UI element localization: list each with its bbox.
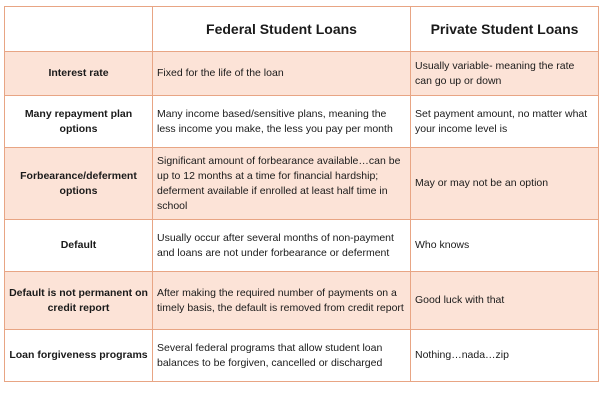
federal-cell: Several federal programs that allow student loan balances to be forgiven, cancelled or discharged xyxy=(153,330,411,382)
header-private: Private Student Loans xyxy=(411,7,599,52)
table-row xyxy=(5,52,599,96)
federal-cell: Fixed for the life of the loan xyxy=(153,52,411,96)
row-label: Interest rate xyxy=(5,52,153,96)
table-row xyxy=(5,148,599,220)
header-federal: Federal Student Loans xyxy=(153,7,411,52)
private-cell: Set payment amount, no matter what your income level is xyxy=(411,96,599,148)
table-row xyxy=(5,272,599,330)
federal-cell: Many income based/sensitive plans, meaning the less income you make, the less you pay per month xyxy=(153,96,411,148)
row-label: Many repayment plan options xyxy=(5,96,153,148)
table-row xyxy=(5,330,599,382)
private-cell: Nothing…nada…zip xyxy=(411,330,599,382)
federal-cell: Significant amount of forbearance available…can be up to 12 months at a time for financial hardship; deferment available if enrolled at least half time in school xyxy=(153,148,411,220)
row-label: Default xyxy=(5,220,153,272)
loan-comparison-table xyxy=(4,6,599,382)
federal-cell: After making the required number of payments on a timely basis, the default is removed from credit report xyxy=(153,272,411,330)
private-cell: Good luck with that xyxy=(411,272,599,330)
row-label: Loan forgiveness programs xyxy=(5,330,153,382)
table-row xyxy=(5,220,599,272)
row-label: Default is not permanent on credit report xyxy=(5,272,153,330)
table-row xyxy=(5,96,599,148)
private-cell: Who knows xyxy=(411,220,599,272)
federal-cell: Usually occur after several months of non-payment and loans are not under forbearance or deferment xyxy=(153,220,411,272)
header-row xyxy=(5,7,599,52)
row-label: Forbearance/deferment options xyxy=(5,148,153,220)
header-empty-cell xyxy=(5,7,153,52)
private-cell: Usually variable- meaning the rate can go up or down xyxy=(411,52,599,96)
private-cell: May or may not be an option xyxy=(411,148,599,220)
